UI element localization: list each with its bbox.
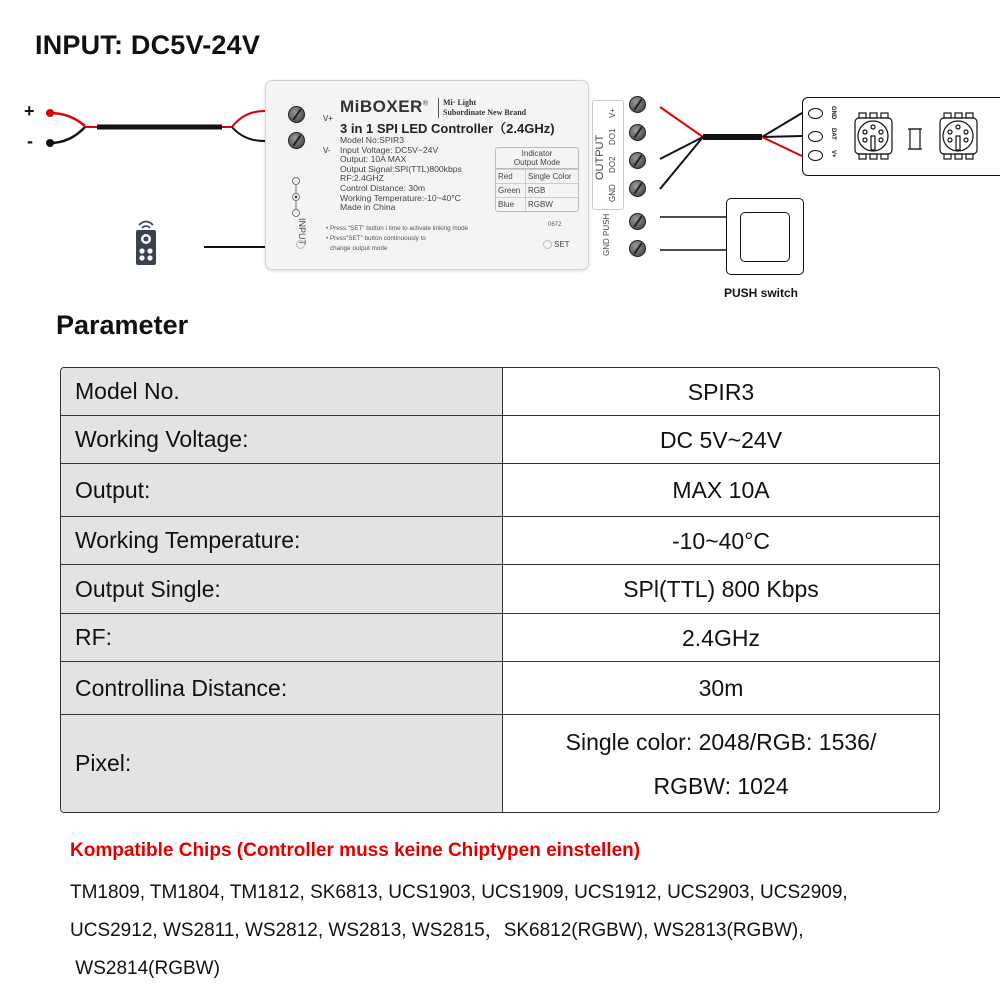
- table-row: Output Single: SPl(TTL) 800 Kbps: [61, 564, 939, 613]
- indicator-row: Red Single Color: [496, 169, 578, 183]
- push-switch-label: PUSH switch: [724, 286, 799, 300]
- terminal-label-do2: DO2: [608, 156, 617, 173]
- terminal-label-gnd: GND: [608, 184, 617, 202]
- push-terminal-label: GND PUSH: [602, 213, 611, 256]
- pad-gnd: [808, 108, 823, 119]
- v-plus-label: V+: [323, 114, 334, 123]
- controller-specs: Model No:SPIR3 Input Voltage: DC5V~24V Output: 10A MAX Output Signal:SPI(TTL)800kbps RF:2.4GHZ Control Distance: 30m Working Temperature:-10~40°C Made in China: [340, 135, 462, 213]
- table-row: Working Voltage: DC 5V~24V: [61, 415, 939, 463]
- product-code: 0672: [548, 222, 562, 228]
- brand-logo: MiBOXER®: [340, 97, 429, 116]
- controller-title: 3 in 1 SPI LED Controller（2.4GHz): [340, 121, 555, 136]
- push-screw-1: [629, 213, 646, 230]
- indicator-table: Indicator Output Mode Red Single Color Green RGB Blue RGBW: [495, 147, 579, 212]
- plus-label: +: [24, 101, 35, 121]
- led-chip-icons: [850, 110, 990, 162]
- output-screw-do2: [629, 152, 646, 169]
- table-row: Controllina Distance: 30m: [61, 661, 939, 714]
- v-minus-label: V-: [323, 146, 331, 155]
- parameter-table: [60, 367, 940, 813]
- table-row: Output: MAX 10A: [61, 463, 939, 516]
- table-row: Pixel: Single color: 2048/RGB: 1536/ RGBW: 1024: [61, 714, 939, 812]
- terminal-label-v-plus: V+: [608, 107, 617, 118]
- input-label: INPUT: [297, 218, 307, 245]
- table-row: RF: 2.4GHz: [61, 613, 939, 661]
- push-switch-button: [740, 212, 790, 262]
- output-screw-gnd: [629, 180, 646, 197]
- minus-label: -: [27, 131, 33, 151]
- strip-label-gnd: GND: [830, 106, 836, 120]
- parameter-title: Parameter: [56, 310, 189, 340]
- indicator-row: Blue RGBW: [496, 197, 578, 211]
- strip-label-dat: DAT: [830, 128, 836, 140]
- push-screw-2: [629, 240, 646, 257]
- compatible-chips-list: TM1809, TM1804, TM1812, SK6813, UCS1903, UCS1909, UCS1912, UCS2903, UCS2909, UCS2912, WS2811, WS2812, WS2813, WS2815，SK6812(RGBW), WS2813(RGBW), WS2814(RGBW): [70, 882, 848, 979]
- table-row: Model No. SPIR3: [61, 368, 939, 415]
- controller-notes: • Press "SET" button i time to activate linking mode • Press"SET" button continuously to change output mode: [326, 225, 469, 252]
- polarity-symbol-icon: [290, 176, 302, 218]
- strip-label-v-plus: V+: [830, 150, 836, 158]
- output-label: OUTPUT: [594, 134, 606, 180]
- pad-v-plus: [808, 150, 823, 161]
- input-voltage-title: INPUT: DC5V-24V: [35, 30, 261, 60]
- status-led: [296, 240, 305, 249]
- terminal-label-do1: DO1: [608, 128, 617, 145]
- output-screw-v-plus: [629, 96, 646, 113]
- pad-dat: [808, 131, 823, 142]
- indicator-row: Green RGB: [496, 183, 578, 197]
- set-button[interactable]: SET: [543, 240, 570, 249]
- brand-subtitle: Mi· Light Subordinate New Brand: [438, 98, 526, 118]
- compatible-chips-title: Kompatible Chips (Controller muss keine Chiptypen einstellen): [70, 840, 641, 861]
- output-screw-do1: [629, 124, 646, 141]
- input-screw-v-plus: [288, 106, 305, 123]
- input-screw-v-minus: [288, 132, 305, 149]
- remote-control-icon: [134, 217, 158, 267]
- table-row: Working Temperature: -10~40°C: [61, 516, 939, 564]
